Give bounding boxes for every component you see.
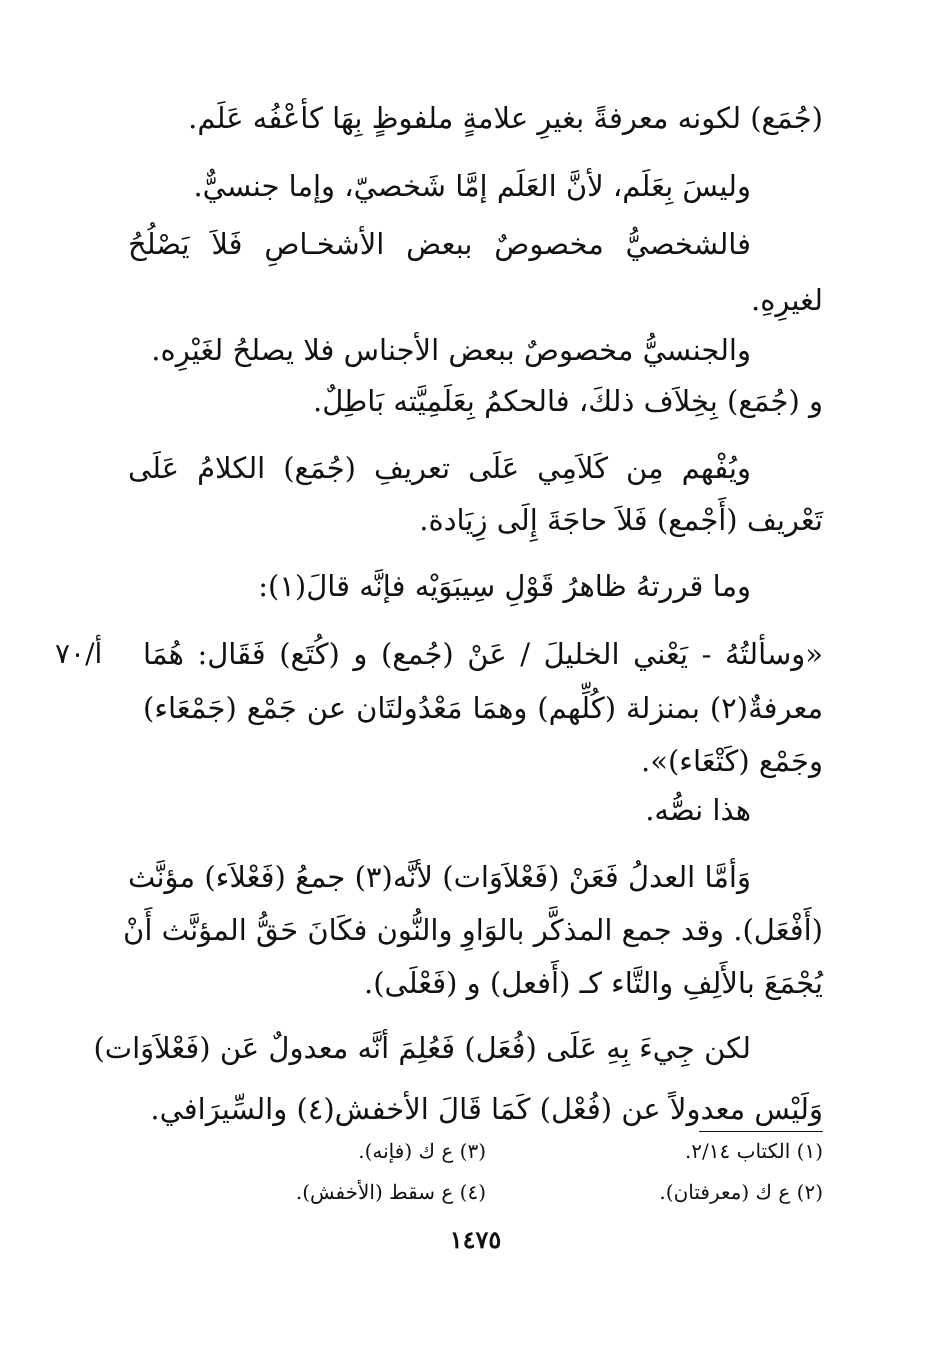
text-line-7: ويُفْهم مِن كَلاَمِي عَلَى تعريفِ (جُمَع) الكلامُ عَلَى (128, 451, 751, 485)
text-line-1: (جُمَع) لكونه معرفةً بغيرِ علامةٍ ملفوظٍ بِهَا كأعْفُه عَلَم. (188, 101, 823, 135)
text-line-13: هذا نصُّه. (645, 793, 751, 827)
footnote-4: (٤) ع سقط (الأخفش). (295, 1180, 486, 1204)
text-line-10: «وسألتُهُ - يَعْني الخليلَ / عَنْ (جُمع) و (كُتَع) فَقَال: هُمَا (143, 637, 823, 671)
text-line-14: وَأمَّا العدلُ فَعَنْ (فَعْلاَوَات) لأنَّه(٣) جمعُ (فَعْلاَء) مؤنَّث (128, 860, 751, 894)
text-line-5: والجنسيُّ مخصوصٌ ببعض الأجناس فلا يصلحُ لغَيْرِه. (151, 333, 751, 367)
footnote-1: (١) الكتاب ٢/١٤. (684, 1139, 823, 1163)
text-line-2: وليسَ بِعَلَم، لأنَّ العَلَم إمَّا شَخصيّ، وإما جنسيٌّ. (193, 169, 751, 203)
margin-folio-note: أ/٧٠ (55, 637, 103, 670)
text-line-8: تَعْريف (أَجْمع) فَلاَ حاجَةَ إِلَى زِيَادة. (419, 503, 823, 537)
text-line-12: وجَمْع (كَتْعَاء)». (641, 744, 823, 778)
text-line-16: يُجْمَعَ بالأَلِفِ والتَّاء كـ (أَفعل) و (فَعْلَى). (363, 966, 823, 1000)
page-number: ١٤٧٥ (449, 1225, 502, 1254)
text-line-15: (أَفْعَل). وقد جمع المذكَّر بالوَاوِ والنُّون فكَانَ حَقُّ المؤنَّث أَنْ (123, 913, 823, 947)
text-line-17: لكن جِيءَ بِهِ عَلَى (فُعَل) فَعُلِمَ أنَّه معدولٌ عَن (فَعْلاَوَات) (93, 1031, 751, 1065)
text-line-6: و (جُمَع) بِخِلاَف ذلكَ، فالحكمُ بِعَلَمِيَّته بَاطِلٌ. (313, 384, 823, 418)
text-line-3: فالشخصيُّ مخصوصٌ ببعض الأشخـاصِ فَلاَ يَصْلُحُ (128, 227, 751, 261)
footnote-2: (٢) ع ك (معرفتان). (659, 1180, 823, 1204)
footnote-3: (٣) ع ك (فإنه). (358, 1139, 486, 1163)
underline-mark (699, 1131, 823, 1132)
text-line-9: وما قررتهُ ظاهرُ قَوْلِ سِيبَوَيْه فإنَّه قالَ(١): (258, 569, 751, 603)
text-line-11: معرفةٌ(٢) بمنزلة (كُلِّهم) وهمَا مَعْدُولتَان عن جَمْع (جَمْعَاء) (143, 691, 823, 725)
text-line-18: وَلَيْس معدولاً عن (فُعْل) كَمَا قَالَ الأخفش(٤) والسِّيرَافي. (150, 1092, 823, 1126)
text-line-4: لغيرِهِ. (751, 283, 823, 317)
